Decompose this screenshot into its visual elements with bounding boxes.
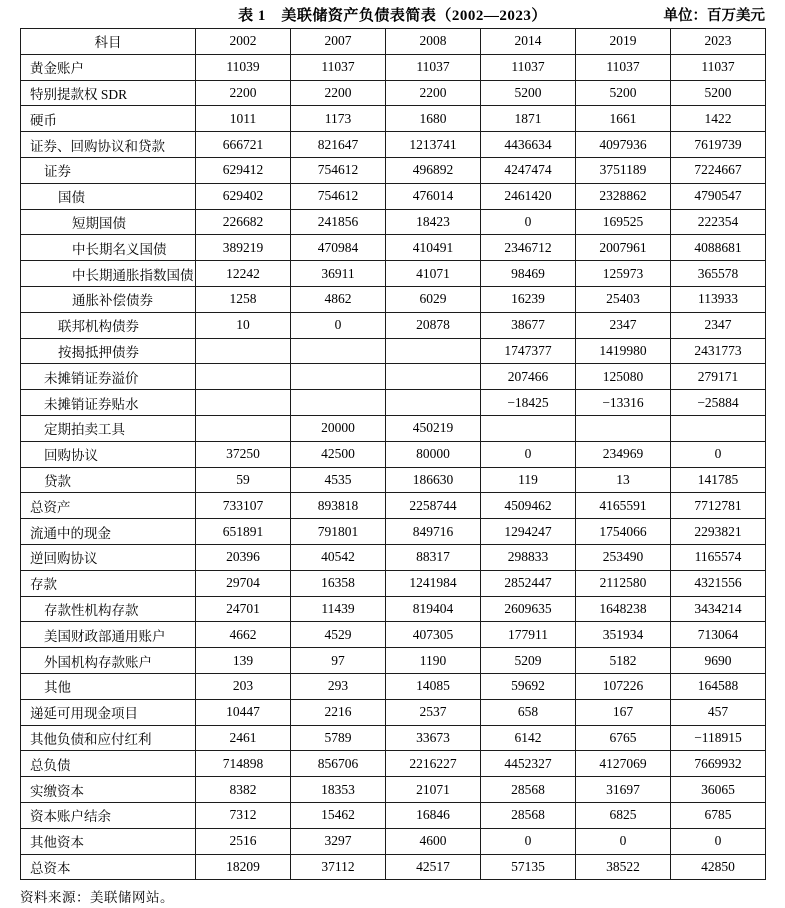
row-label: 黄金账户	[21, 54, 196, 80]
value-cell: 351934	[576, 622, 671, 648]
source-note: 资料来源：美联储网站。	[20, 890, 174, 906]
value-cell: 1190	[386, 648, 481, 674]
value-cell: 0	[671, 441, 766, 467]
value-cell: 37112	[291, 854, 386, 880]
value-cell	[386, 338, 481, 364]
value-cell: 11037	[291, 54, 386, 80]
year-header: 2019	[576, 29, 671, 55]
value-cell: 14085	[386, 673, 481, 699]
value-cell: 59692	[481, 673, 576, 699]
value-cell: 4862	[291, 286, 386, 312]
value-cell: 4600	[386, 828, 481, 854]
value-cell: 36065	[671, 777, 766, 803]
year-header: 2023	[671, 29, 766, 55]
value-cell: 1754066	[576, 519, 671, 545]
row-label: 总资产	[21, 493, 196, 519]
value-cell: 4088681	[671, 235, 766, 261]
value-cell: 20000	[291, 415, 386, 441]
value-cell: 177911	[481, 622, 576, 648]
value-cell: 4509462	[481, 493, 576, 519]
table-row	[21, 519, 766, 545]
value-cell: 893818	[291, 493, 386, 519]
value-cell: 18423	[386, 209, 481, 235]
value-cell: 38677	[481, 312, 576, 338]
table-row	[21, 80, 766, 106]
value-cell: 4165591	[576, 493, 671, 519]
value-cell: 7619739	[671, 132, 766, 158]
value-cell: 41071	[386, 261, 481, 287]
year-header: 2007	[291, 29, 386, 55]
value-cell: 1648238	[576, 596, 671, 622]
value-cell	[386, 390, 481, 416]
value-cell: 2293821	[671, 519, 766, 545]
value-cell: 2431773	[671, 338, 766, 364]
table-row	[21, 132, 766, 158]
value-cell: 119	[481, 467, 576, 493]
value-cell: 4790547	[671, 183, 766, 209]
header-row	[21, 29, 766, 55]
value-cell: 2200	[196, 80, 291, 106]
value-cell: 0	[481, 209, 576, 235]
table-row	[21, 467, 766, 493]
row-label: 特别提款权 SDR	[21, 80, 196, 106]
value-cell: 2216227	[386, 751, 481, 777]
value-cell: 0	[576, 828, 671, 854]
value-cell: 36911	[291, 261, 386, 287]
value-cell: 164588	[671, 673, 766, 699]
value-cell: 57135	[481, 854, 576, 880]
value-cell: 2346712	[481, 235, 576, 261]
table-row	[21, 390, 766, 416]
value-cell: 107226	[576, 673, 671, 699]
value-cell: 37250	[196, 441, 291, 467]
value-cell: 11037	[481, 54, 576, 80]
value-cell: 7712781	[671, 493, 766, 519]
value-cell: 0	[481, 441, 576, 467]
value-cell: 5200	[576, 80, 671, 106]
table-title: 表 1 美联储资产负债表简表（2002—2023）	[238, 8, 547, 24]
value-cell: 11439	[291, 596, 386, 622]
value-cell: 658	[481, 699, 576, 725]
value-cell: 234969	[576, 441, 671, 467]
value-cell: 13	[576, 467, 671, 493]
value-cell: 21071	[386, 777, 481, 803]
value-cell: 298833	[481, 544, 576, 570]
value-cell: 203	[196, 673, 291, 699]
value-cell	[386, 364, 481, 390]
value-cell: 457	[671, 699, 766, 725]
value-cell: 20878	[386, 312, 481, 338]
value-cell: 241856	[291, 209, 386, 235]
value-cell: −118915	[671, 725, 766, 751]
value-cell: 733107	[196, 493, 291, 519]
row-label: 其他	[21, 673, 196, 699]
value-cell: 98469	[481, 261, 576, 287]
row-label: 资本账户结余	[21, 802, 196, 828]
value-cell: 28568	[481, 802, 576, 828]
value-cell: 12242	[196, 261, 291, 287]
value-cell: 11039	[196, 54, 291, 80]
table-row	[21, 106, 766, 132]
value-cell: 11037	[671, 54, 766, 80]
value-cell: 2461420	[481, 183, 576, 209]
value-cell: 365578	[671, 261, 766, 287]
value-cell: 2537	[386, 699, 481, 725]
table-row	[21, 777, 766, 803]
value-cell: 3434214	[671, 596, 766, 622]
value-cell: 666721	[196, 132, 291, 158]
row-label: 未摊销证券贴水	[21, 390, 196, 416]
value-cell: 1680	[386, 106, 481, 132]
value-cell: 6029	[386, 286, 481, 312]
value-cell	[576, 415, 671, 441]
value-cell: 651891	[196, 519, 291, 545]
value-cell: 6825	[576, 802, 671, 828]
row-label: 通胀补偿债券	[21, 286, 196, 312]
value-cell: 15462	[291, 802, 386, 828]
table-row	[21, 286, 766, 312]
row-label: 总负债	[21, 751, 196, 777]
row-label: 贷款	[21, 467, 196, 493]
value-cell: 8382	[196, 777, 291, 803]
value-cell: 207466	[481, 364, 576, 390]
value-cell: 4529	[291, 622, 386, 648]
value-cell: 169525	[576, 209, 671, 235]
value-cell: 2347	[671, 312, 766, 338]
value-cell: 4247474	[481, 157, 576, 183]
value-cell: 5209	[481, 648, 576, 674]
value-cell: 821647	[291, 132, 386, 158]
value-cell: 2216	[291, 699, 386, 725]
value-cell: 18353	[291, 777, 386, 803]
value-cell: 16358	[291, 570, 386, 596]
value-cell	[671, 415, 766, 441]
value-cell: 16846	[386, 802, 481, 828]
row-label: 逆回购协议	[21, 544, 196, 570]
value-cell: 24701	[196, 596, 291, 622]
value-cell: 1165574	[671, 544, 766, 570]
row-label: 其他资本	[21, 828, 196, 854]
row-label: 递延可用现金项目	[21, 699, 196, 725]
row-label: 存款	[21, 570, 196, 596]
value-cell: 849716	[386, 519, 481, 545]
balance-sheet-table	[20, 28, 766, 880]
year-header: 2008	[386, 29, 481, 55]
value-cell: 3297	[291, 828, 386, 854]
value-cell: 407305	[386, 622, 481, 648]
value-cell: 2200	[291, 80, 386, 106]
value-cell: 496892	[386, 157, 481, 183]
row-label: 证券、回购协议和贷款	[21, 132, 196, 158]
value-cell: 38522	[576, 854, 671, 880]
value-cell: 5182	[576, 648, 671, 674]
value-cell: 9690	[671, 648, 766, 674]
value-cell: 88317	[386, 544, 481, 570]
value-cell: 0	[291, 312, 386, 338]
table-row	[21, 441, 766, 467]
value-cell: 4452327	[481, 751, 576, 777]
value-cell: 470984	[291, 235, 386, 261]
value-cell: 186630	[386, 467, 481, 493]
table-row	[21, 648, 766, 674]
year-header: 2002	[196, 29, 291, 55]
value-cell: 1747377	[481, 338, 576, 364]
table-row	[21, 622, 766, 648]
table-row	[21, 54, 766, 80]
item-header: 科目	[21, 29, 196, 55]
value-cell: 389219	[196, 235, 291, 261]
table-row	[21, 338, 766, 364]
row-label: 按揭抵押债券	[21, 338, 196, 364]
value-cell	[291, 390, 386, 416]
table-row	[21, 828, 766, 854]
value-cell: 2200	[386, 80, 481, 106]
value-cell: 31697	[576, 777, 671, 803]
value-cell: 754612	[291, 157, 386, 183]
value-cell	[291, 364, 386, 390]
value-cell: 856706	[291, 751, 386, 777]
value-cell: 2258744	[386, 493, 481, 519]
table-row	[21, 802, 766, 828]
value-cell: 18209	[196, 854, 291, 880]
value-cell: 629402	[196, 183, 291, 209]
value-cell: 4436634	[481, 132, 576, 158]
value-cell: 410491	[386, 235, 481, 261]
value-cell: 3751189	[576, 157, 671, 183]
value-cell	[196, 390, 291, 416]
year-header: 2014	[481, 29, 576, 55]
value-cell: 2347	[576, 312, 671, 338]
row-label: 中长期通胀指数国债	[21, 261, 196, 287]
value-cell: 1419980	[576, 338, 671, 364]
value-cell: 10447	[196, 699, 291, 725]
value-cell: 5789	[291, 725, 386, 751]
value-cell: 293	[291, 673, 386, 699]
value-cell: 0	[481, 828, 576, 854]
row-label: 实缴资本	[21, 777, 196, 803]
value-cell: 6765	[576, 725, 671, 751]
table-row	[21, 854, 766, 880]
value-cell: 5200	[671, 80, 766, 106]
row-label: 联邦机构债券	[21, 312, 196, 338]
table-row	[21, 261, 766, 287]
value-cell: 42500	[291, 441, 386, 467]
value-cell: 42850	[671, 854, 766, 880]
table-row	[21, 209, 766, 235]
value-cell	[481, 415, 576, 441]
table-row	[21, 544, 766, 570]
table-row	[21, 673, 766, 699]
value-cell: 40542	[291, 544, 386, 570]
value-cell: 6785	[671, 802, 766, 828]
row-label: 流通中的现金	[21, 519, 196, 545]
value-cell: 25403	[576, 286, 671, 312]
value-cell: 59	[196, 467, 291, 493]
value-cell: 279171	[671, 364, 766, 390]
value-cell: 2007961	[576, 235, 671, 261]
value-cell: 253490	[576, 544, 671, 570]
value-cell: 714898	[196, 751, 291, 777]
row-label: 短期国债	[21, 209, 196, 235]
value-cell: 1213741	[386, 132, 481, 158]
value-cell: 754612	[291, 183, 386, 209]
row-label: 中长期名义国债	[21, 235, 196, 261]
row-label: 回购协议	[21, 441, 196, 467]
value-cell: −25884	[671, 390, 766, 416]
value-cell	[196, 338, 291, 364]
value-cell: 1871	[481, 106, 576, 132]
value-cell: 819404	[386, 596, 481, 622]
value-cell: 1258	[196, 286, 291, 312]
row-label: 定期拍卖工具	[21, 415, 196, 441]
value-cell: 141785	[671, 467, 766, 493]
value-cell: 2328862	[576, 183, 671, 209]
value-cell	[196, 415, 291, 441]
row-label: 国债	[21, 183, 196, 209]
table-row	[21, 235, 766, 261]
row-label: 存款性机构存款	[21, 596, 196, 622]
row-label: 其他负债和应付红利	[21, 725, 196, 751]
table-body	[21, 54, 766, 880]
table-row	[21, 312, 766, 338]
value-cell: 11037	[386, 54, 481, 80]
row-label: 未摊销证券溢价	[21, 364, 196, 390]
value-cell: 2461	[196, 725, 291, 751]
row-label: 外国机构存款账户	[21, 648, 196, 674]
table-row	[21, 183, 766, 209]
value-cell: 1241984	[386, 570, 481, 596]
value-cell: 4097936	[576, 132, 671, 158]
value-cell	[196, 364, 291, 390]
value-cell: 2112580	[576, 570, 671, 596]
value-cell: 28568	[481, 777, 576, 803]
value-cell: 2852447	[481, 570, 576, 596]
title-row	[20, 5, 765, 28]
value-cell: 125080	[576, 364, 671, 390]
row-label: 硬币	[21, 106, 196, 132]
value-cell: 4662	[196, 622, 291, 648]
value-cell: 1173	[291, 106, 386, 132]
value-cell: 10	[196, 312, 291, 338]
value-cell: 139	[196, 648, 291, 674]
value-cell: 29704	[196, 570, 291, 596]
row-label: 总资本	[21, 854, 196, 880]
table-row	[21, 725, 766, 751]
value-cell: 4127069	[576, 751, 671, 777]
table-row	[21, 364, 766, 390]
value-cell: 1422	[671, 106, 766, 132]
value-cell: 7224667	[671, 157, 766, 183]
value-cell	[291, 338, 386, 364]
value-cell: 16239	[481, 286, 576, 312]
value-cell: 629412	[196, 157, 291, 183]
table-row	[21, 493, 766, 519]
value-cell: 1011	[196, 106, 291, 132]
value-cell: 713064	[671, 622, 766, 648]
value-cell: 2609635	[481, 596, 576, 622]
value-cell: 6142	[481, 725, 576, 751]
table-row	[21, 415, 766, 441]
value-cell: 1294247	[481, 519, 576, 545]
value-cell: 20396	[196, 544, 291, 570]
value-cell: 33673	[386, 725, 481, 751]
table-row	[21, 751, 766, 777]
value-cell: 7312	[196, 802, 291, 828]
value-cell: −18425	[481, 390, 576, 416]
value-cell: 226682	[196, 209, 291, 235]
value-cell: 4321556	[671, 570, 766, 596]
table-row	[21, 596, 766, 622]
value-cell: 1661	[576, 106, 671, 132]
row-label: 美国财政部通用账户	[21, 622, 196, 648]
value-cell: −13316	[576, 390, 671, 416]
value-cell: 7669932	[671, 751, 766, 777]
value-cell: 42517	[386, 854, 481, 880]
table-row	[21, 157, 766, 183]
table-row	[21, 570, 766, 596]
value-cell: 167	[576, 699, 671, 725]
value-cell: 4535	[291, 467, 386, 493]
row-label: 证券	[21, 157, 196, 183]
value-cell: 476014	[386, 183, 481, 209]
value-cell: 450219	[386, 415, 481, 441]
value-cell: 222354	[671, 209, 766, 235]
value-cell: 80000	[386, 441, 481, 467]
value-cell: 0	[671, 828, 766, 854]
value-cell: 113933	[671, 286, 766, 312]
value-cell: 791801	[291, 519, 386, 545]
table-row	[21, 699, 766, 725]
value-cell: 125973	[576, 261, 671, 287]
value-cell: 11037	[576, 54, 671, 80]
value-cell: 2516	[196, 828, 291, 854]
unit-label: 单位：百万美元	[663, 8, 765, 24]
value-cell: 97	[291, 648, 386, 674]
value-cell: 5200	[481, 80, 576, 106]
